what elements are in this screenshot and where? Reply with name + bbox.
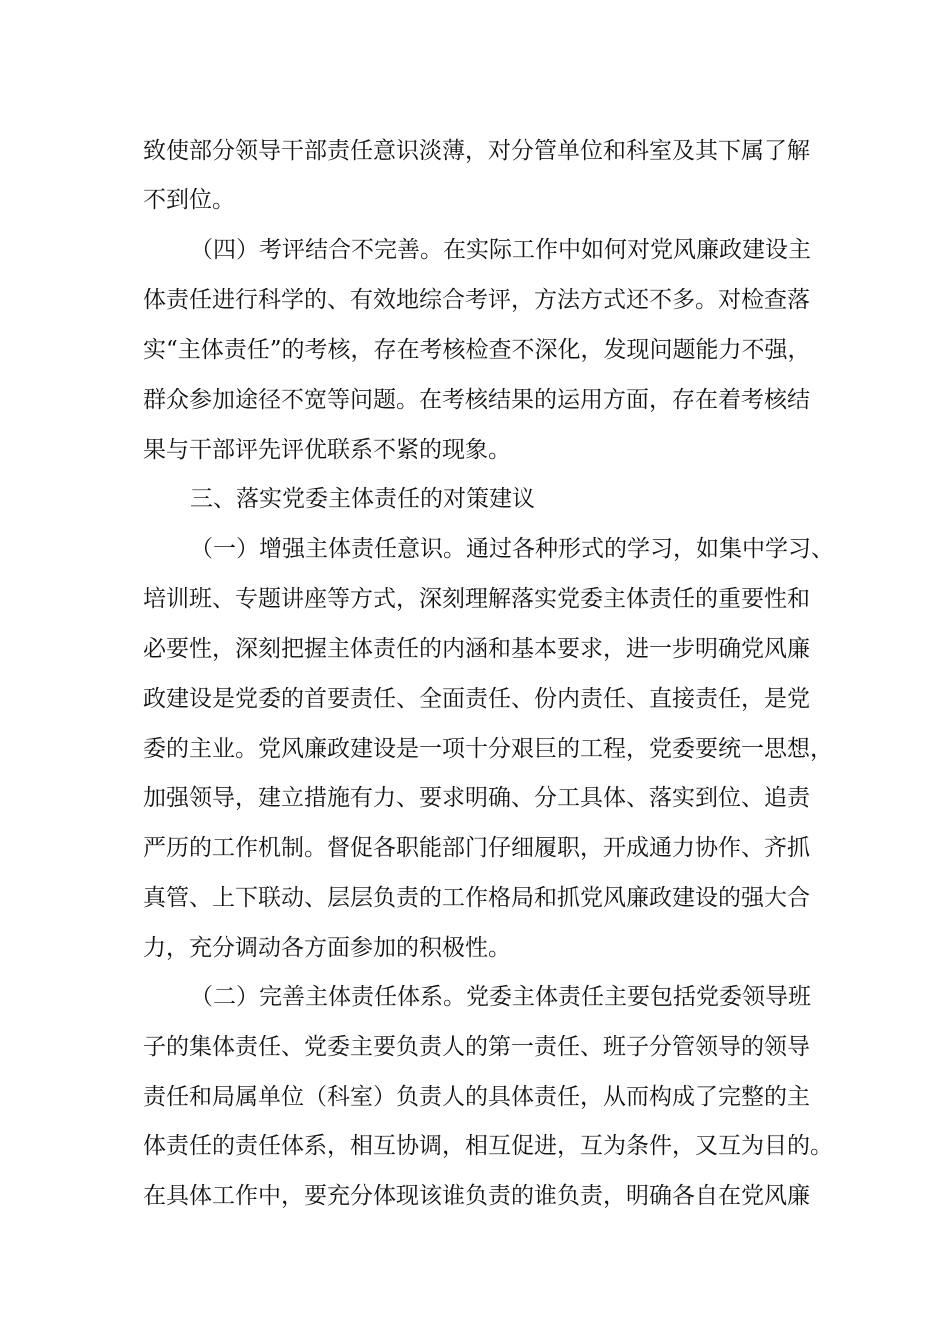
text-line — [0, 1072, 950, 1122]
line-text: 真管、上下联动、层层负责的工作格局和抓党风廉政建设的强大合 — [143, 885, 810, 911]
text-line — [0, 425, 950, 475]
line-text: 必要性，深刻把握主体责任的内涵和基本要求，进一步明确党风廉 — [143, 636, 810, 662]
text-line — [0, 823, 950, 873]
text-line — [0, 375, 950, 425]
line-text: 责任和局属单位（科室）负责人的具体责任，从而构成了完整的主 — [143, 1084, 810, 1110]
line-text: 子的集体责任、党委主要负责人的第一责任、班子分管领导的领导 — [143, 1034, 810, 1060]
text-line — [0, 126, 950, 176]
line-text: 实“主体责任”的考核，存在考核检查不深化，发现问题能力不强， — [143, 337, 811, 363]
text-line — [0, 1121, 950, 1171]
text-line — [0, 923, 950, 973]
line-text: 严历的工作机制。督促各职能部门仔细履职，开成通力协作、齐抓 — [143, 835, 810, 861]
line-text: 群众参加途径不宽等问题。在考核结果的运用方面，存在着考核结 — [143, 387, 810, 413]
text-line — [0, 574, 950, 624]
line-text: （二）完善主体责任体系。党委主体责任主要包括党委领导班 — [190, 984, 811, 1010]
line-text: （四）考评结合不完善。在实际工作中如何对党风廉政建设主 — [190, 237, 811, 263]
text-line — [0, 873, 950, 923]
line-text: 政建设是党委的首要责任、全面责任、份内责任、直接责任，是党 — [143, 686, 810, 712]
line-text: 不到位。 — [143, 187, 235, 213]
text-line — [0, 674, 950, 724]
text-line — [0, 1022, 950, 1072]
line-text: 委的主业。党风廉政建设是一项十分艰巨的工程，党委要统一思想， — [143, 736, 833, 762]
line-text: 致使部分领导干部责任意识淡薄，对分管单位和科室及其下属了解 — [143, 138, 810, 164]
line-text: 果与干部评先评优联系不紧的现象。 — [143, 437, 511, 463]
text-line — [0, 275, 950, 325]
section-heading — [0, 474, 950, 524]
line-text: 加强领导，建立措施有力、要求明确、分工具体、落实到位、追责 — [143, 785, 810, 811]
heading-text: 三、落实党委主体责任的对策建议 — [190, 486, 535, 512]
line-text: 在具体工作中，要充分体现该谁负责的谁负责，明确各自在党风廉 — [143, 1183, 810, 1209]
text-line — [0, 225, 950, 275]
line-text: 培训班、专题讲座等方式，深刻理解落实党委主体责任的重要性和 — [143, 586, 810, 612]
text-line — [0, 724, 950, 774]
text-line — [0, 773, 950, 823]
text-line — [0, 624, 950, 674]
text-line — [0, 972, 950, 1022]
text-line — [0, 175, 950, 225]
text-line — [0, 1171, 950, 1221]
line-text: 力，充分调动各方面参加的积极性。 — [143, 935, 511, 961]
line-text: （一）增强主体责任意识。通过各种形式的学习，如集中学习、 — [190, 536, 834, 562]
line-text: 体责任进行科学的、有效地综合考评，方法方式还不多。对检查落 — [143, 287, 810, 313]
text-line — [0, 524, 950, 574]
text-line — [0, 325, 950, 375]
line-text: 体责任的责任体系，相互协调，相互促进，互为条件，又互为目的。 — [143, 1133, 833, 1159]
